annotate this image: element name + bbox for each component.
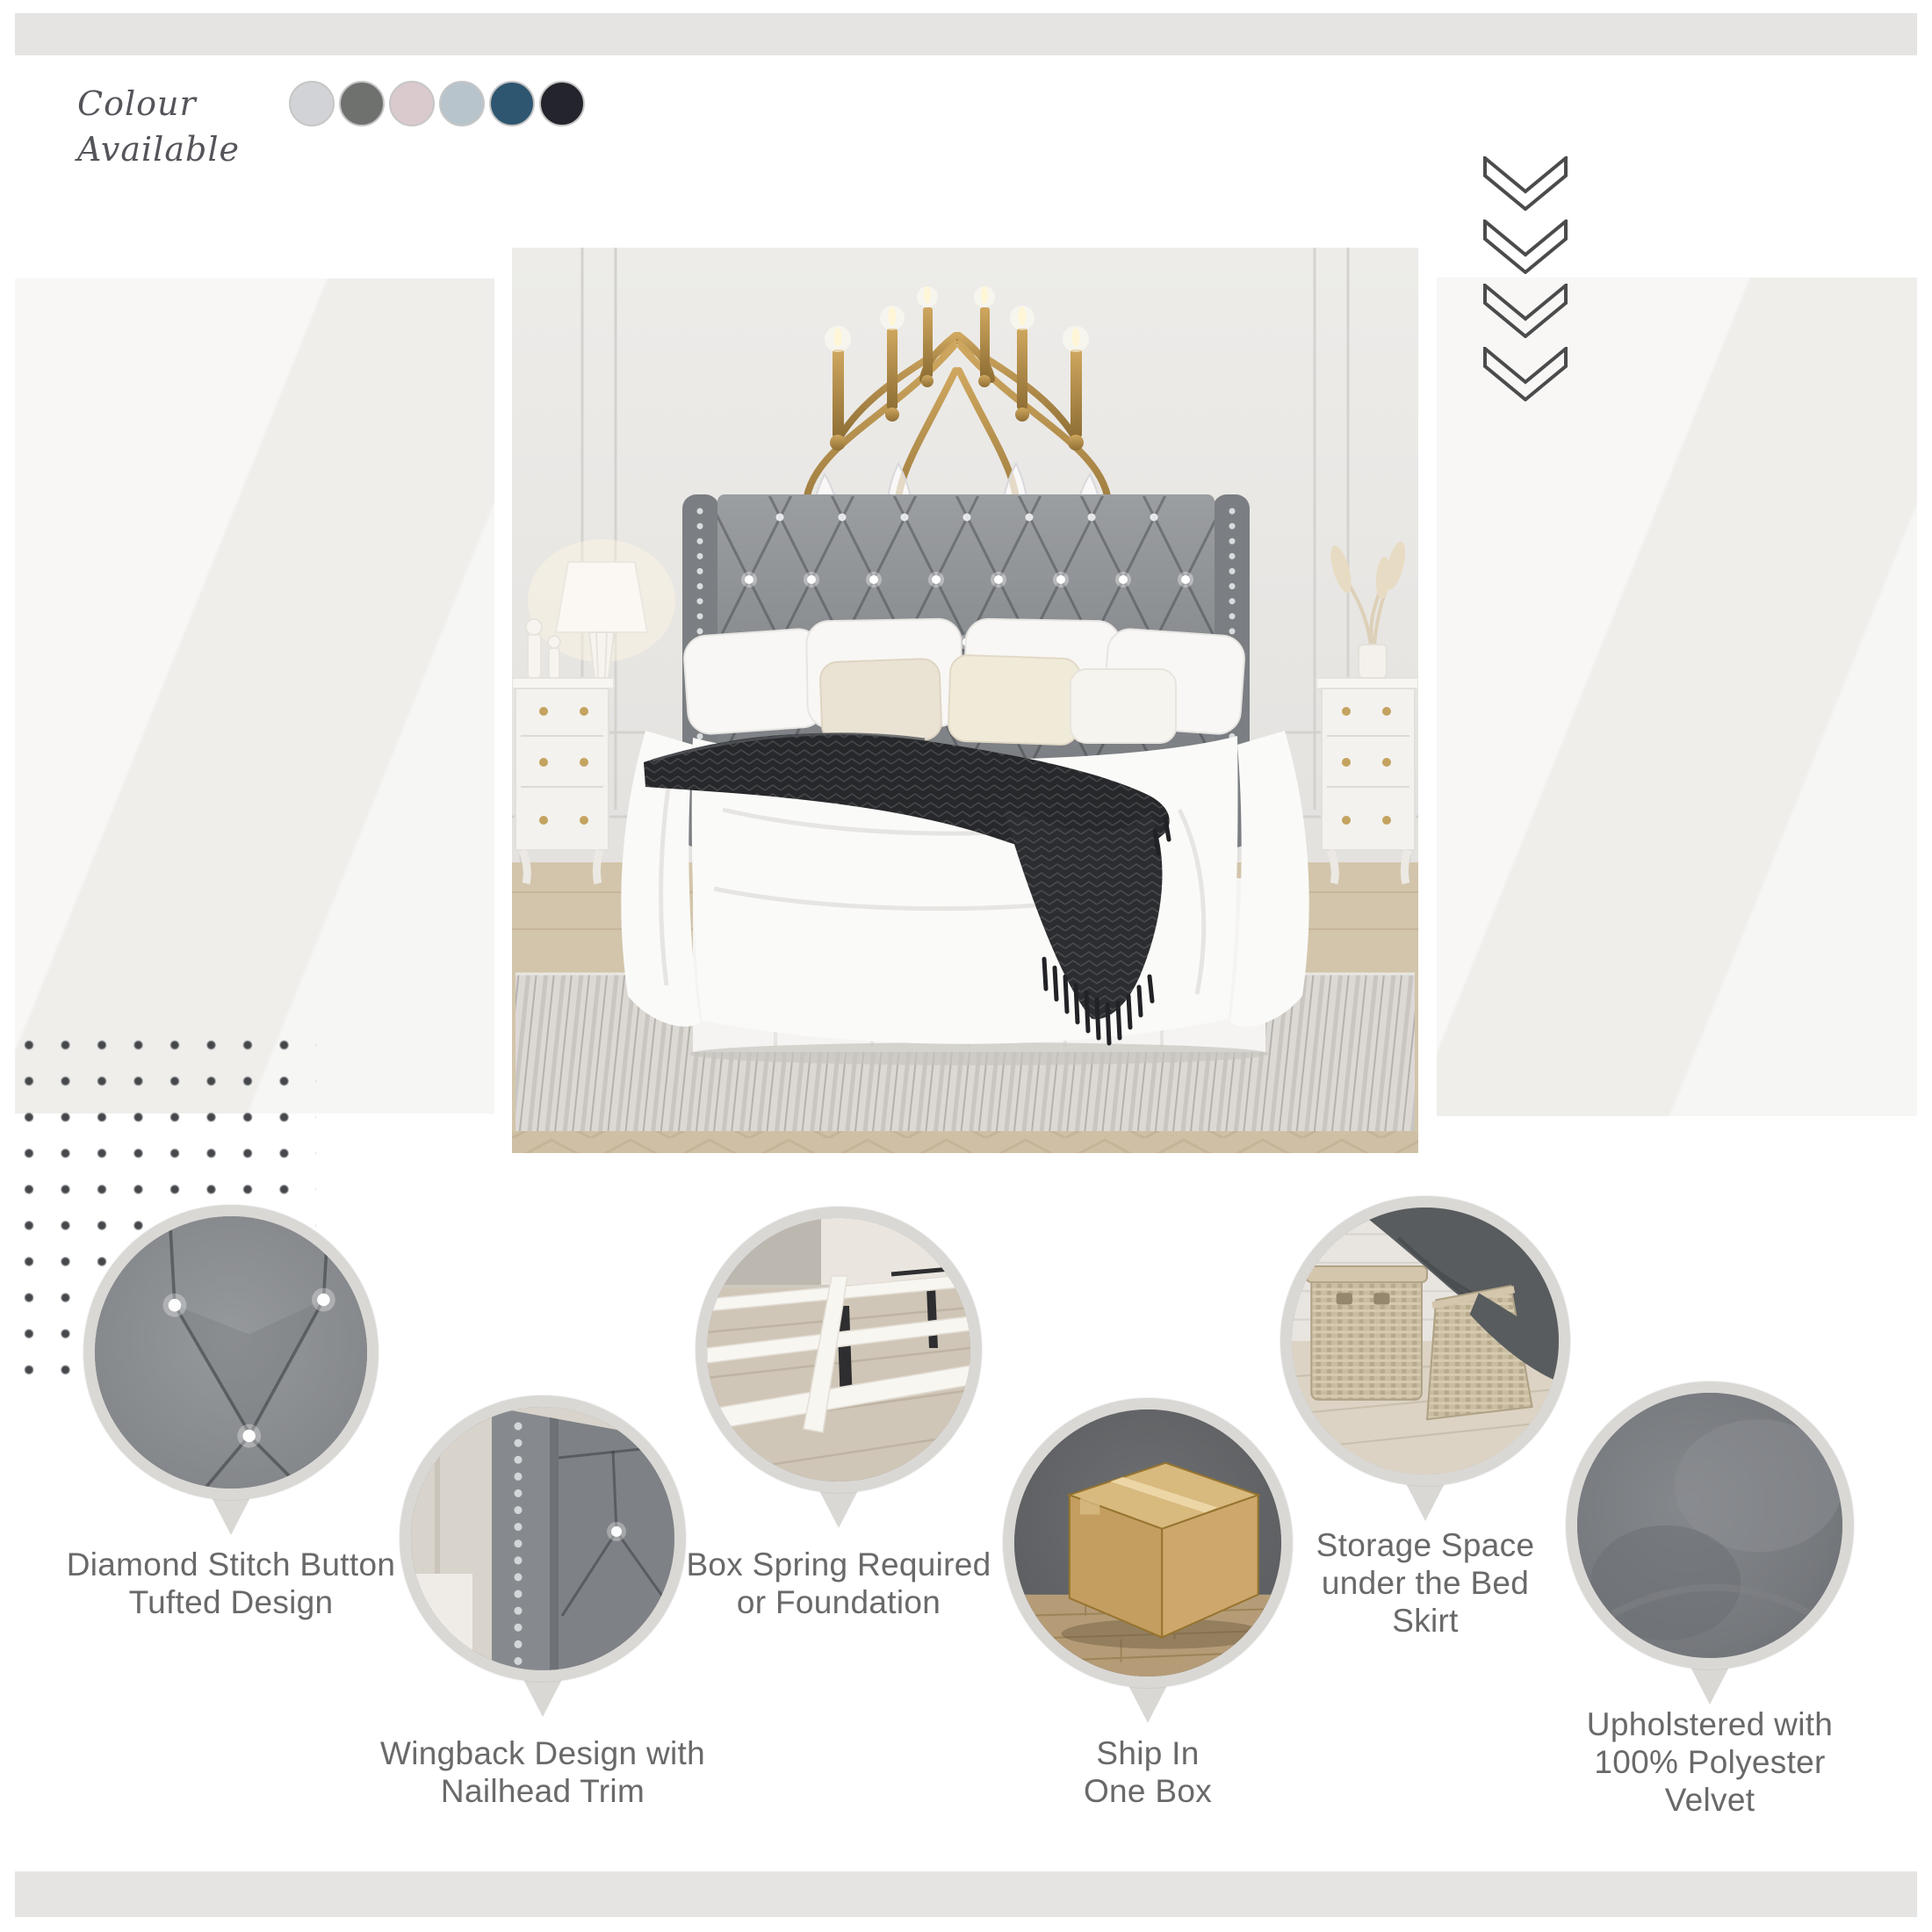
chevron-down-icon: [1481, 156, 1569, 211]
caption-line: Upholstered with: [1586, 1706, 1834, 1742]
caption-line: One Box: [1083, 1773, 1213, 1809]
caption-line: Nailhead Trim: [440, 1773, 645, 1809]
caption-line: Wingback Design with: [380, 1735, 705, 1771]
colour-available-label: Colour Available: [77, 84, 240, 169]
swatch-light-blue: [439, 81, 485, 126]
caption-line: under the Bed: [1321, 1565, 1530, 1601]
swatch-dark-grey: [339, 81, 385, 126]
swatch-charcoal-black: [539, 81, 585, 126]
swatch-light-grey: [289, 81, 335, 126]
bedroom-scene: [512, 248, 1418, 1153]
feature-caption-wingback-nailhead: [323, 1734, 762, 1810]
feature-photo-wingback-nailhead: [400, 1395, 686, 1682]
caption-line: or Foundation: [736, 1584, 941, 1620]
chevron-down-icon: [1481, 347, 1569, 401]
swatch-steel-blue: [489, 81, 535, 126]
caption-line: 100% Polyester: [1594, 1744, 1826, 1780]
caption-line: Storage Space: [1316, 1527, 1535, 1563]
feature-photo-diamond-tufted: [83, 1205, 378, 1500]
caption-line: Skirt: [1392, 1603, 1459, 1639]
feature-caption-diamond-tufted: [11, 1546, 451, 1621]
caption-line: Box Spring Required: [686, 1546, 991, 1582]
feature-caption-box-spring: [619, 1546, 1058, 1621]
swatch-blush-pink: [389, 81, 435, 126]
top-bar: [15, 13, 1917, 55]
caption-line: Tufted Design: [128, 1584, 334, 1620]
feature-caption-polyester-velvet: [1490, 1705, 1929, 1819]
caption-line: Ship In: [1096, 1735, 1200, 1771]
bottom-bar: [15, 1871, 1917, 1917]
chevron-down-icon: [1481, 284, 1569, 338]
chevron-down-icon: [1481, 220, 1569, 274]
feature-photo-box-spring: [696, 1207, 982, 1493]
left-decor-panel: [15, 278, 494, 1114]
right-decor-panel: [1437, 278, 1917, 1116]
bedroom-product-photo: [512, 248, 1418, 1153]
feature-caption-ship-one-box: [928, 1734, 1367, 1810]
feature-photo-storage-space: [1280, 1196, 1570, 1486]
feature-caption-storage-space: [1206, 1526, 1645, 1640]
caption-line: Diamond Stitch Button: [66, 1546, 396, 1582]
caption-line: Velvet: [1664, 1782, 1755, 1818]
